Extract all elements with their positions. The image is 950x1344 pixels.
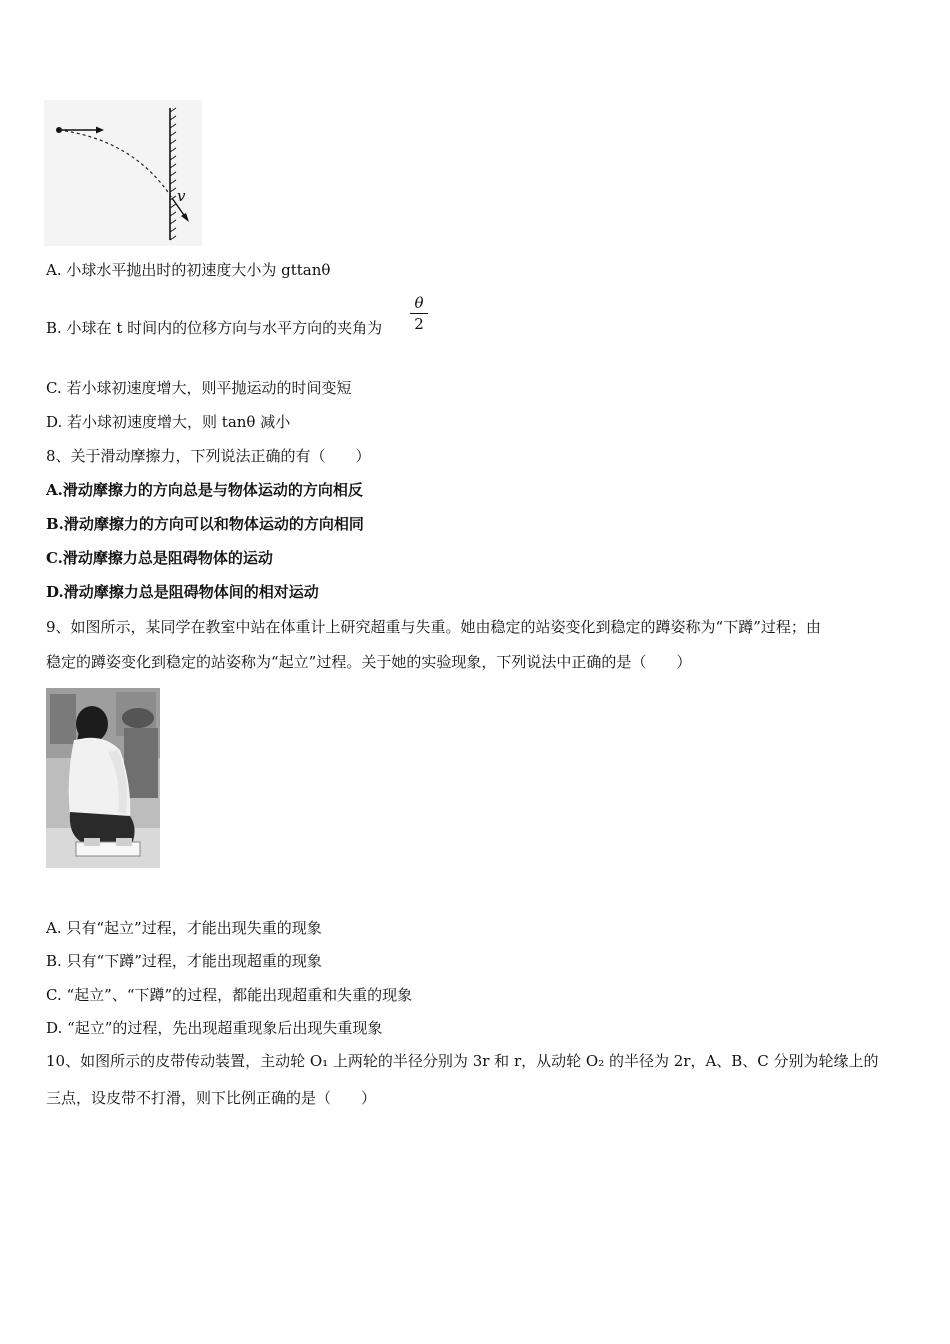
q7-option-b: B. 小球在 t 时间内的位移方向与水平方向的夹角为 — [46, 319, 383, 337]
q7-option-d: D. 若小球初速度增大，则 tanθ 减小 — [46, 413, 291, 431]
q8-option-d: D.滑动摩擦力总是阻碍物体间的相对运动 — [46, 583, 319, 601]
q7-option-b-fraction — [410, 294, 428, 333]
q8-option-b: B.滑动摩擦力的方向可以和物体运动的方向相同 — [46, 515, 364, 533]
fraction-numerator: θ — [414, 294, 424, 312]
q7-option-a: A. 小球水平抛出时的初速度大小为 gttanθ — [46, 261, 331, 279]
q8-option-a: A.滑动摩擦力的方向总是与物体运动的方向相反 — [46, 481, 363, 499]
q8-option-c: C.滑动摩擦力总是阻碍物体的运动 — [46, 549, 273, 567]
q8-stem: 8、关于滑动摩擦力，下列说法正确的有（ ） — [46, 447, 371, 465]
q9-option-b: B. 只有“下蹲”过程，才能出现超重的现象 — [46, 952, 322, 970]
fraction-denominator: 2 — [414, 315, 424, 333]
q9-option-d: D. “起立”的过程，先出现超重现象后出现失重现象 — [46, 1019, 383, 1037]
velocity-label: v — [177, 187, 186, 205]
q7-option-c: C. 若小球初速度增大，则平抛运动的时间变短 — [46, 379, 352, 397]
squatting-student-photo — [46, 688, 160, 868]
q10-stem-line1: 10、如图所示的皮带传动装置，主动轮 O₁ 上两轮的半径分别为 3r 和 r，从动轮 O₂ 的半径为 2r，A、B、C 分别为轮缘上的 — [46, 1052, 879, 1070]
q10-stem-line2: 三点，设皮带不打滑，则下比例正确的是（ ） — [46, 1089, 377, 1107]
q9-option-a: A. 只有“起立”过程，才能出现失重的现象 — [46, 919, 322, 937]
projectile-figure — [44, 100, 202, 246]
q9-stem-line2: 稳定的蹲姿变化到稳定的站姿称为“起立”过程。关于她的实验现象，下列说法中正确的是（ ） — [46, 653, 692, 671]
q9-option-c: C. “起立”、“下蹲”的过程，都能出现超重和失重的现象 — [46, 986, 413, 1004]
q9-stem-line1: 9、如图所示，某同学在教室中站在体重计上研究超重与失重。她由稳定的站姿变化到稳定的蹲姿称为“下蹲”过程；由 — [46, 618, 821, 636]
